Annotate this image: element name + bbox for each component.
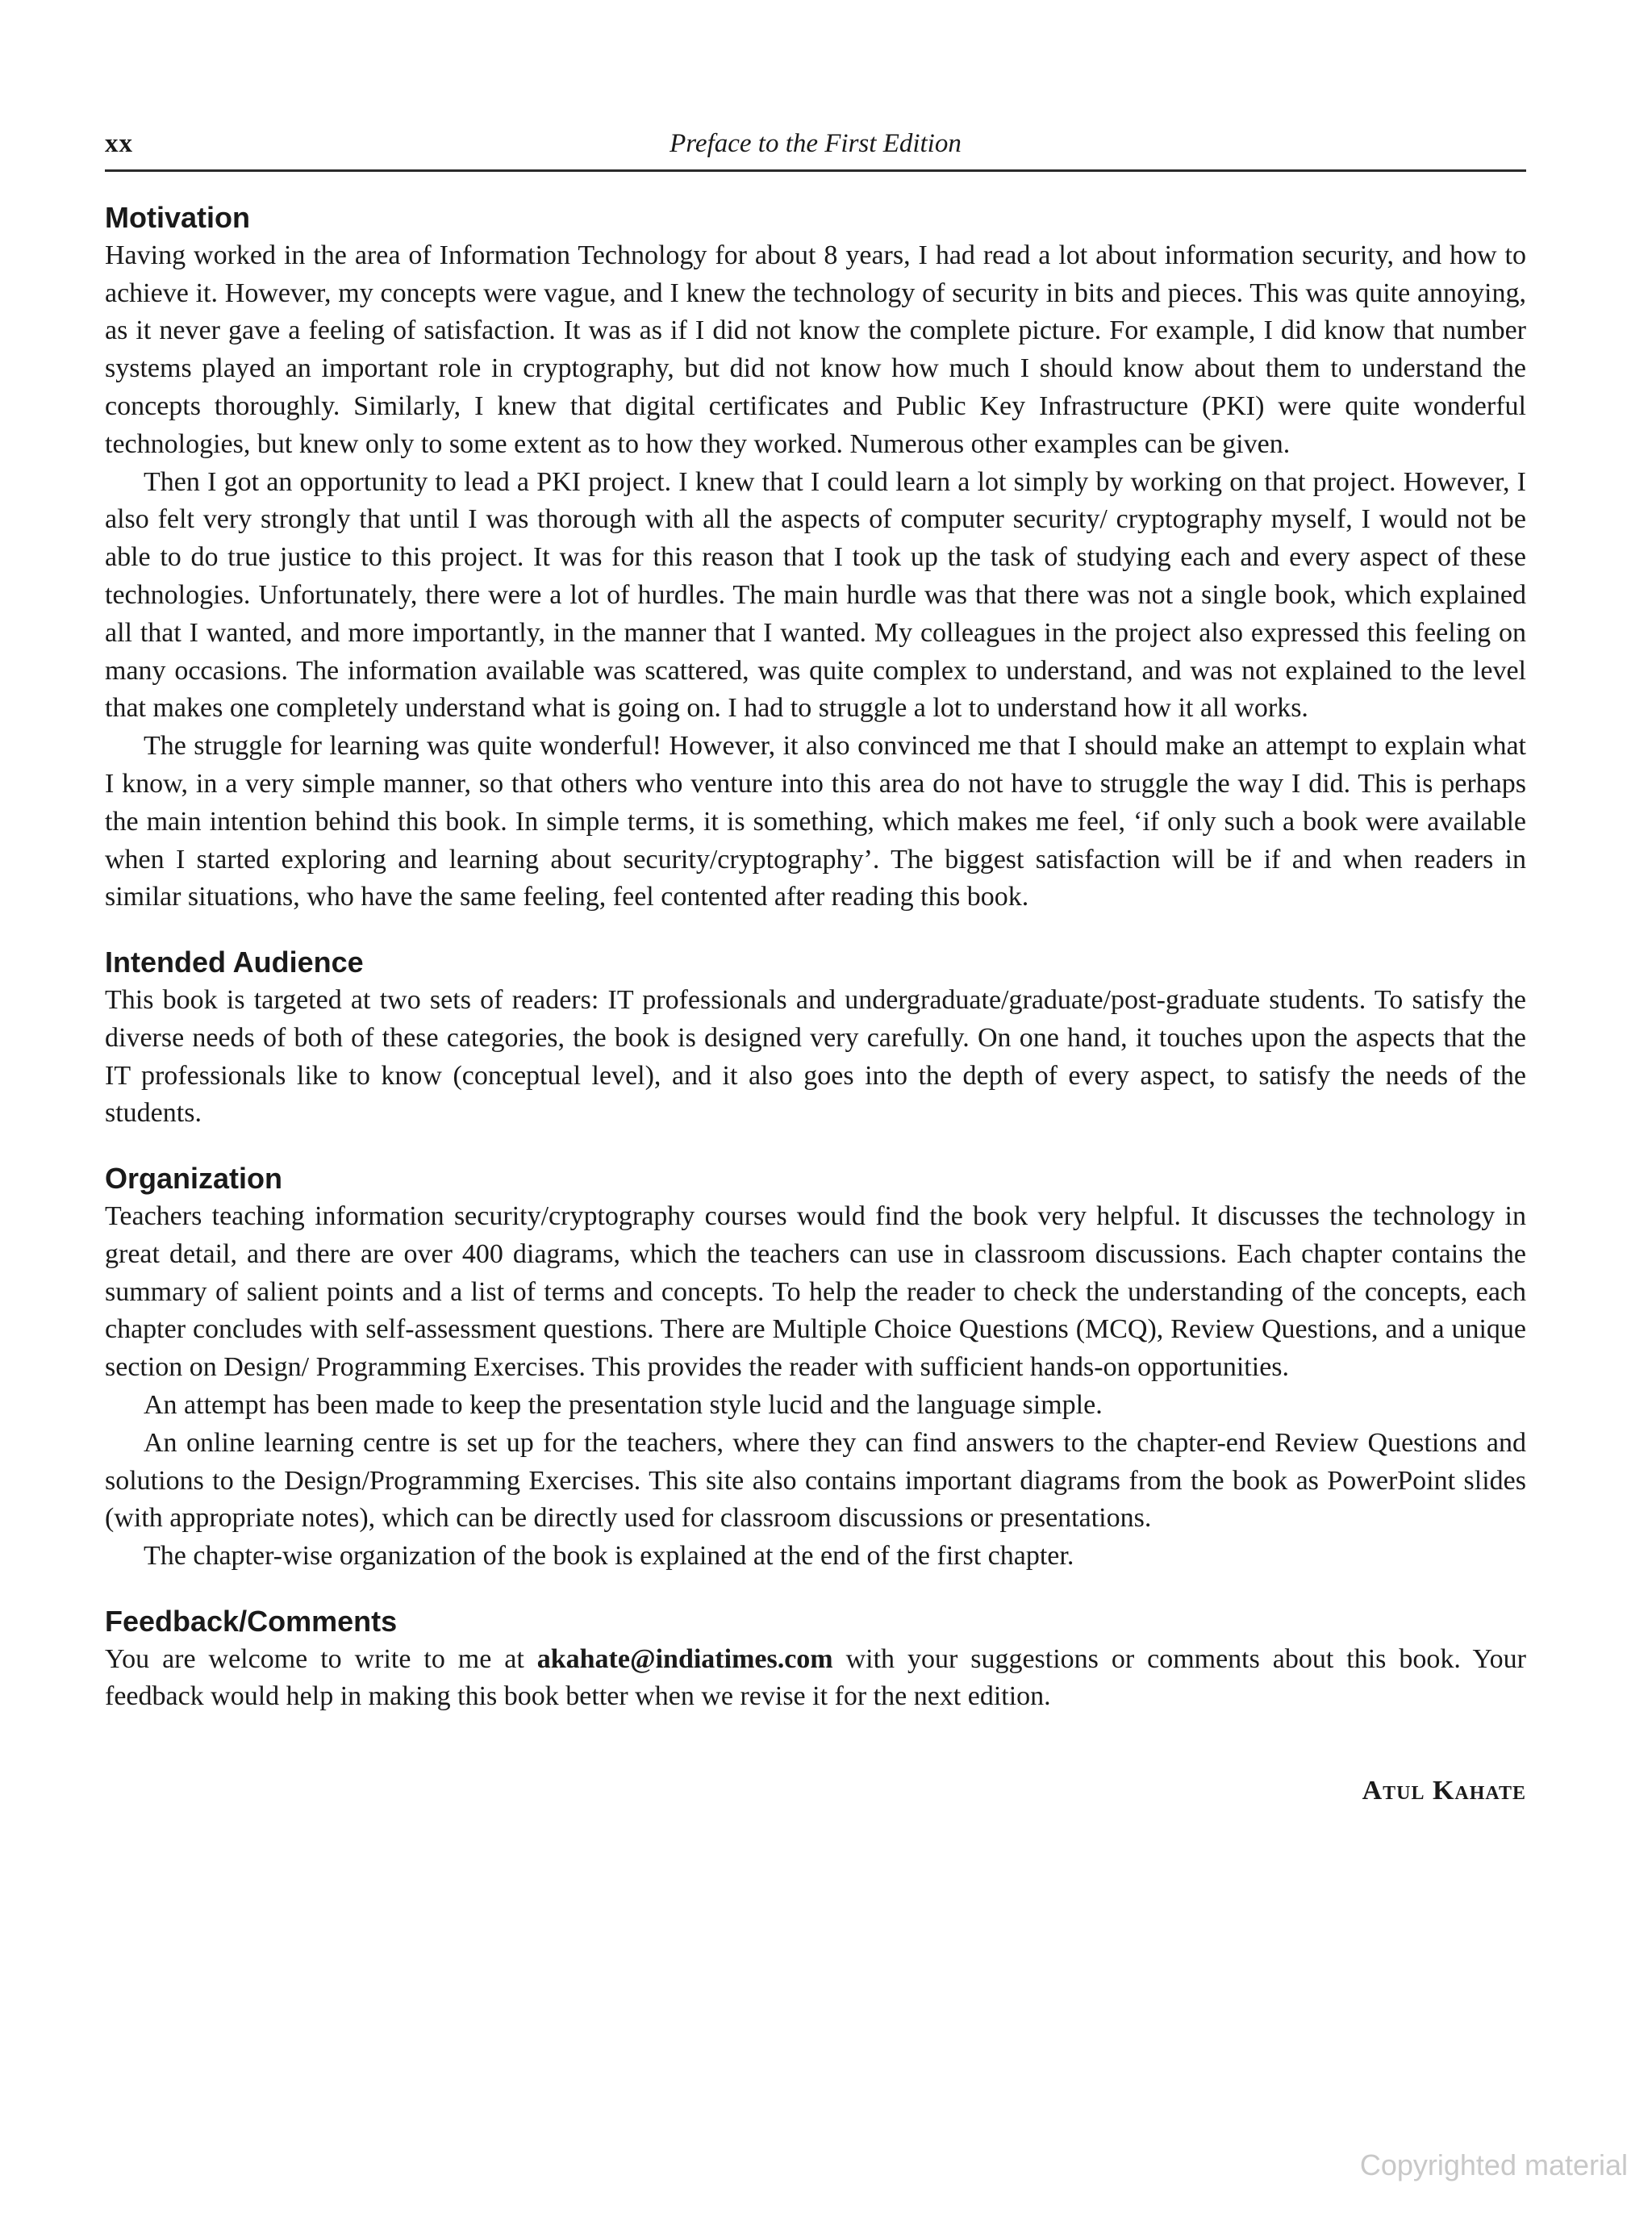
section-heading: Organization [105, 1162, 283, 1196]
paragraph: The struggle for learning was quite wonderful! However, it also convinced me that I should make an attempt to explain what I know, in a very simple manner, so that others who venture into this area do not have to struggle the way I did. This is perhaps the main intention behind this book. In simple terms, it is something, which makes me feel, ‘if only such a book were available when I started exploring and learning about security/cryptography’. The biggest satisfaction will be if and when readers in similar situations, who have the same feeling, feel contented after reading this book. [105, 731, 1526, 912]
author-signature: Atul Kahate [1362, 1776, 1526, 1806]
section-heading: Motivation [105, 201, 250, 234]
section-heading: Intended Audience [105, 946, 364, 979]
book-page [105, 129, 1526, 1806]
paragraph [105, 1641, 1526, 1717]
paragraph: Then I got an opportunity to lead a PKI project. I knew that I could learn a lot simply by working on that project. However, I also felt very strongly that until I was thorough with all the aspects of computer security/ cryptography myself, I would not be able to do true justice to this project. It was for this reason that I took up the task of studying each and every aspect of these technologies. Unfortunately, there were a lot of hurdles. The main hurdle was that there was not a single book, which explained all that I wanted, and more importantly, in the manner that I wanted. My colleagues in the project also expressed this feeling on many occasions. The information available was scattered, was quite complex to understand, and was not explained to the level that makes one completely understand what is going on. I had to struggle a lot to understand how it all works. [105, 466, 1526, 724]
running-title: Preface to the First Edition [670, 129, 962, 158]
feedback-text-before: You are welcome to write to me at [105, 1643, 537, 1674]
paragraph: This book is targeted at two sets of readers: IT professionals and undergraduate/graduate/post-graduate students. To satisfy the diverse needs of both of these categories, the book is designed very carefully. On one hand, it touches upon the aspects that the IT professionals like to know (conceptual level), and it also goes into the depth of every aspect, to satisfy the needs of the students. [105, 984, 1526, 1129]
section-heading: Feedback/Comments [105, 1604, 398, 1638]
paragraph: An online learning centre is set up for the teachers, where they can find answers to the chapter-end Review Questions and solutions to the Design/Programming Exercises. This site also contains important diagrams from the book as PowerPoint slides (with appropriate notes), which can be directly used for classroom discussions or presentations. [105, 1427, 1526, 1534]
paragraph: The chapter-wise organization of the book is explained at the end of the first chapter. [144, 1541, 1074, 1572]
section-feedback [105, 1603, 1526, 1716]
feedback-text-after: with your suggestions or comments about this book. Your feedback would help in making this book better when we revise it for the next edition. [105, 1643, 1526, 1712]
author-email: akahate@indiatimes.com [536, 1643, 833, 1674]
page-number: xx [105, 129, 133, 158]
paragraph: An attempt has been made to keep the presentation style lucid and the language simple. [144, 1389, 1103, 1420]
section-motivation [105, 199, 1526, 916]
section-intended-audience [105, 944, 1526, 1133]
copyright-watermark: Copyrighted material [1359, 2148, 1628, 2181]
paragraph: Having worked in the area of Information Technology for about 8 years, I had read a lot about information security, and how to achieve it. However, my concepts were vague, and I knew the technology of security in bits and pieces. This was quite annoying, as it never gave a feeling of satisfaction. It was as if I did not know the complete picture. For example, I did know that number systems played an important role in cryptography, but did not know how much I should know about them to understand the concepts thoroughly. Similarly, I knew that digital certificates and Public Key Infrastructure (PKI) were quite wonderful technologies, but knew only to some extent as to how they worked. Numerous other examples can be given. [105, 240, 1526, 459]
paragraph: Teachers teaching information security/cryptography courses would find the book very helpful. It discusses the technology in great detail, and there are over 400 diagrams, which the teachers can use in classroom discussions. Each chapter contains the summary of salient points and a list of terms and concepts. To help the reader to check the understanding of the concepts, each chapter concludes with self-assessment questions. There are Multiple Choice Questions (MCQ), Review Questions, and a unique section on Design/ Programming Exercises. This provides the reader with sufficient hands-on opportunities. [105, 1200, 1526, 1383]
section-organization [105, 1160, 1526, 1576]
running-head [105, 129, 1526, 172]
